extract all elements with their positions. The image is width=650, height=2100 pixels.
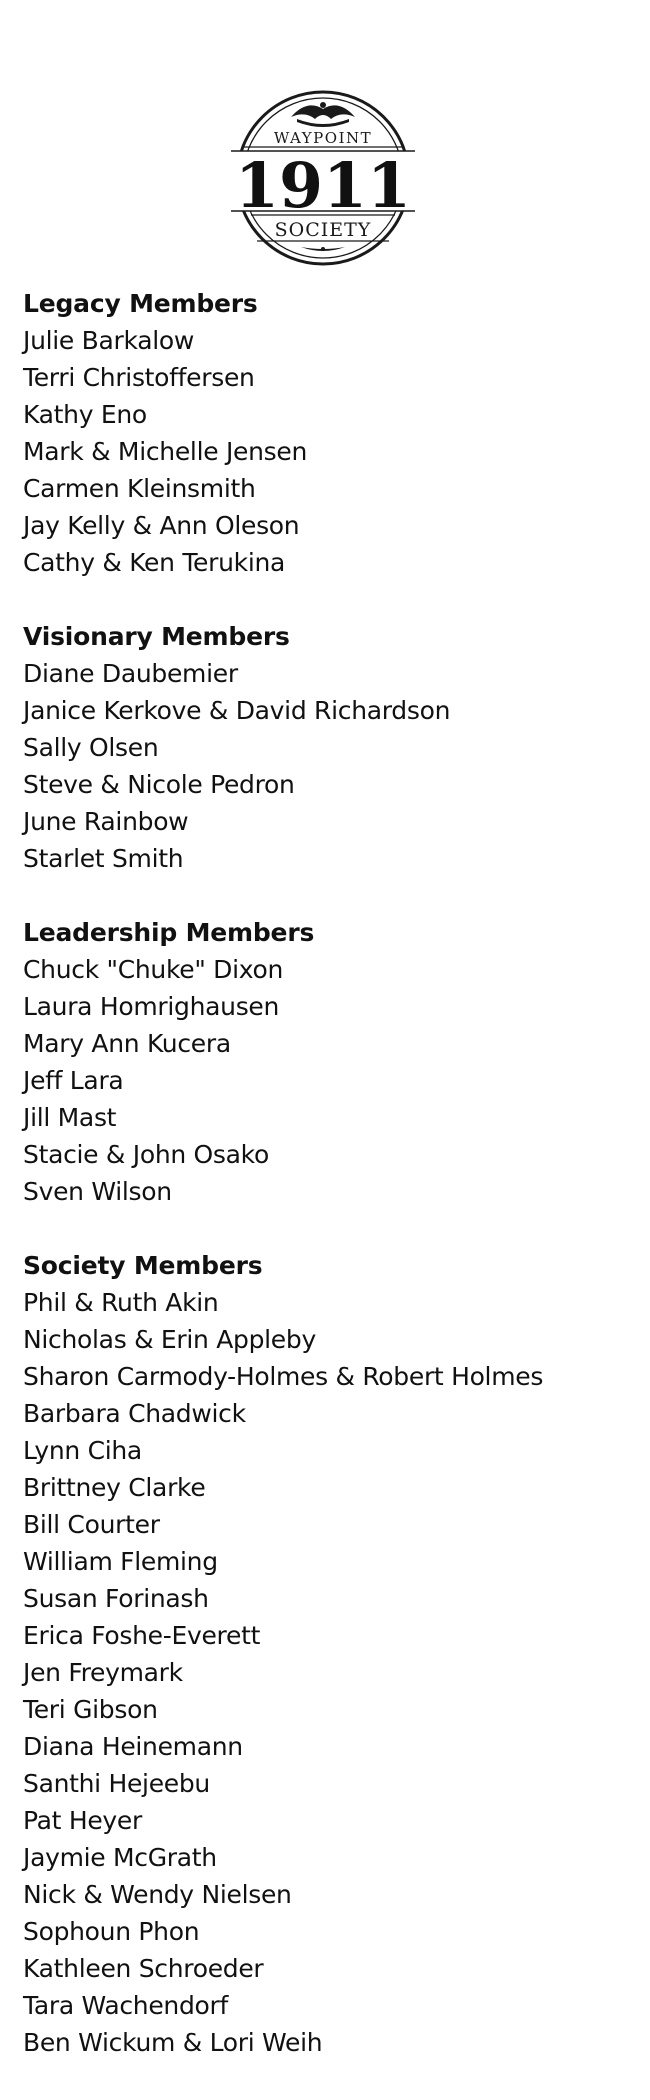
member-name: Jeff Lara: [23, 1066, 124, 1095]
section-heading: Leadership Members: [23, 918, 315, 947]
member-names: [23, 655, 633, 877]
member-name: Bill Courter: [23, 1510, 160, 1539]
waypoint-1911-society-logo: [231, 89, 415, 267]
member-names: [23, 1284, 633, 2061]
member-name: Sharon Carmody-Holmes & Robert Holmes: [23, 1362, 544, 1391]
member-name: Sven Wilson: [23, 1177, 172, 1206]
section-society-members: [23, 1247, 633, 2061]
member-name: Susan Forinash: [23, 1584, 209, 1613]
member-list: [23, 285, 633, 2098]
member-name: June Rainbow: [23, 807, 189, 836]
crown-ornament-icon: [291, 102, 355, 127]
section-legacy-members: [23, 285, 633, 581]
member-name: William Fleming: [23, 1547, 218, 1576]
section-heading: Society Members: [23, 1251, 263, 1280]
member-name: Kathy Eno: [23, 400, 147, 429]
logo-bottom-text: SOCIETY: [274, 219, 372, 241]
member-name: Terri Christoffersen: [23, 363, 255, 392]
member-name: Jaymie McGrath: [23, 1843, 217, 1872]
member-name: Nick & Wendy Nielsen: [23, 1880, 292, 1909]
member-name: Erica Foshe-Everett: [23, 1621, 261, 1650]
member-name: Janice Kerkove & David Richardson: [23, 696, 451, 725]
section-visionary-members: [23, 618, 633, 877]
member-name: Cathy & Ken Terukina: [23, 548, 286, 577]
member-name: Starlet Smith: [23, 844, 184, 873]
member-name: Stacie & John Osako: [23, 1140, 269, 1169]
section-heading: Visionary Members: [23, 622, 290, 651]
member-name: Brittney Clarke: [23, 1473, 206, 1502]
member-name: Jill Mast: [23, 1103, 117, 1132]
member-name: Chuck "Chuke" Dixon: [23, 955, 284, 984]
member-name: Pat Heyer: [23, 1806, 142, 1835]
member-name: Mark & Michelle Jensen: [23, 437, 307, 466]
member-name: Tara Wachendorf: [23, 1991, 228, 2020]
member-name: Teri Gibson: [23, 1695, 158, 1724]
member-name: Sophoun Phon: [23, 1917, 200, 1946]
logo-top-text: WAYPOINT: [273, 129, 373, 147]
member-name: Lynn Ciha: [23, 1436, 142, 1465]
bottom-flourish-icon: [301, 247, 345, 251]
member-name: Diana Heinemann: [23, 1732, 243, 1761]
member-name: Julie Barkalow: [23, 326, 195, 355]
member-names: [23, 951, 633, 1210]
member-name: Barbara Chadwick: [23, 1399, 246, 1428]
logo-year: 1911: [235, 149, 411, 222]
member-name: Steve & Nicole Pedron: [23, 770, 295, 799]
member-names: [23, 322, 633, 581]
member-name: Laura Homrighausen: [23, 992, 280, 1021]
member-name: Nicholas & Erin Appleby: [23, 1325, 316, 1354]
member-name: Santhi Hejeebu: [23, 1769, 210, 1798]
member-name: Jay Kelly & Ann Oleson: [23, 511, 300, 540]
member-name: Kathleen Schroeder: [23, 1954, 264, 1983]
member-name: Carmen Kleinsmith: [23, 474, 256, 503]
member-name: Jen Freymark: [23, 1658, 183, 1687]
member-name: Diane Daubemier: [23, 659, 238, 688]
member-name: Mary Ann Kucera: [23, 1029, 231, 1058]
member-name: Sally Olsen: [23, 733, 159, 762]
member-name: Phil & Ruth Akin: [23, 1288, 219, 1317]
section-leadership-members: [23, 914, 633, 1210]
member-name: Ben Wickum & Lori Weih: [23, 2028, 323, 2057]
section-heading: Legacy Members: [23, 289, 258, 318]
